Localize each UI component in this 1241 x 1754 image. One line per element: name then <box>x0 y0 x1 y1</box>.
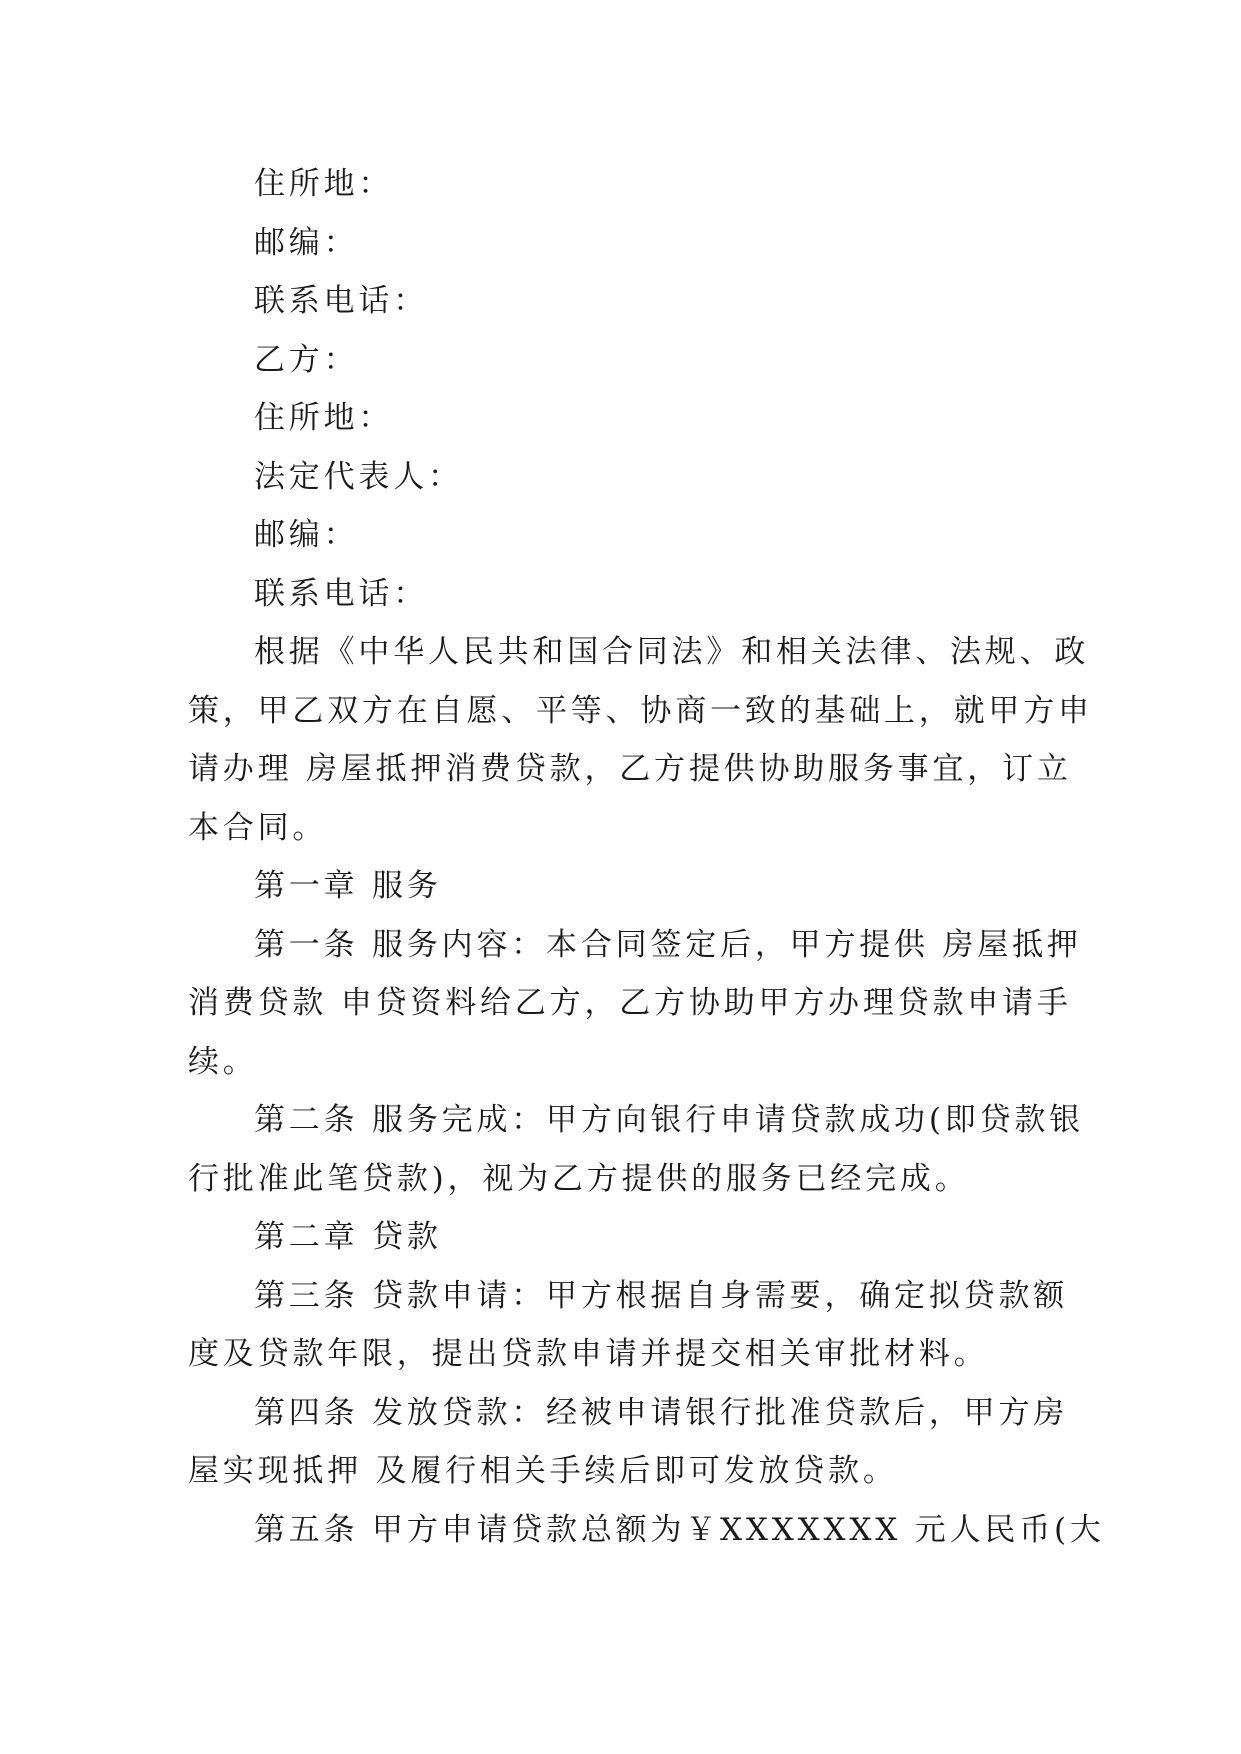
text-line: 策，甲乙双方在自愿、平等、协商一致的基础上，就甲方申 <box>188 692 1093 729</box>
text-line: 消费贷款 申贷资料给乙方，乙方协助甲方办理贷款申请手 <box>188 985 1072 1021</box>
text-line: 邮编： <box>254 224 359 261</box>
text-line: 本合同。 <box>188 809 328 846</box>
text-line: 法定代表人： <box>254 458 463 495</box>
text-line: 屋实现抵押 及履行相关手续后即可发放贷款。 <box>188 1453 898 1489</box>
text-line: 乙方： <box>254 341 359 378</box>
text-line: 第三条 贷款申请：甲方根据自身需要，确定拟贷款额 <box>254 1277 1069 1314</box>
text-line: 联系电话： <box>254 283 428 319</box>
text-line: 第二章 贷款 <box>254 1219 442 1255</box>
text-line: 第四条 发放贷款：经被申请银行批准贷款后，甲方房 <box>254 1394 1069 1431</box>
text-line: 请办理 房屋抵押消费贷款，乙方提供协助服务事宜，订立 <box>188 751 1072 787</box>
text-line: 第一章 服务 <box>254 868 442 904</box>
text-line: 住所地： <box>254 166 394 202</box>
text-line: 邮编： <box>254 517 359 553</box>
contract-text <box>188 155 1105 1559</box>
text-line: 第一条 服务内容：本合同签定后，甲方提供 房屋抵押 <box>254 926 1082 963</box>
text-line: 住所地： <box>254 400 394 436</box>
text-line: 续。 <box>188 1043 258 1080</box>
text-line: 联系电话： <box>254 575 428 612</box>
text-line: 第二条 服务完成：甲方向银行申请贷款成功(即贷款银 <box>254 1102 1084 1138</box>
text-line: 度及贷款年限，提出贷款申请并提交相关审批材料。 <box>188 1336 989 1372</box>
text-line: 根据《中华人民共和国合同法》和相关法律、法规、政 <box>254 634 1090 670</box>
text-line: 第五条 甲方申请贷款总额为￥XXXXXXX 元人民币(大 <box>254 1511 1105 1548</box>
text-line: 行批准此笔贷款)，视为乙方提供的服务已经完成。 <box>188 1160 970 1197</box>
